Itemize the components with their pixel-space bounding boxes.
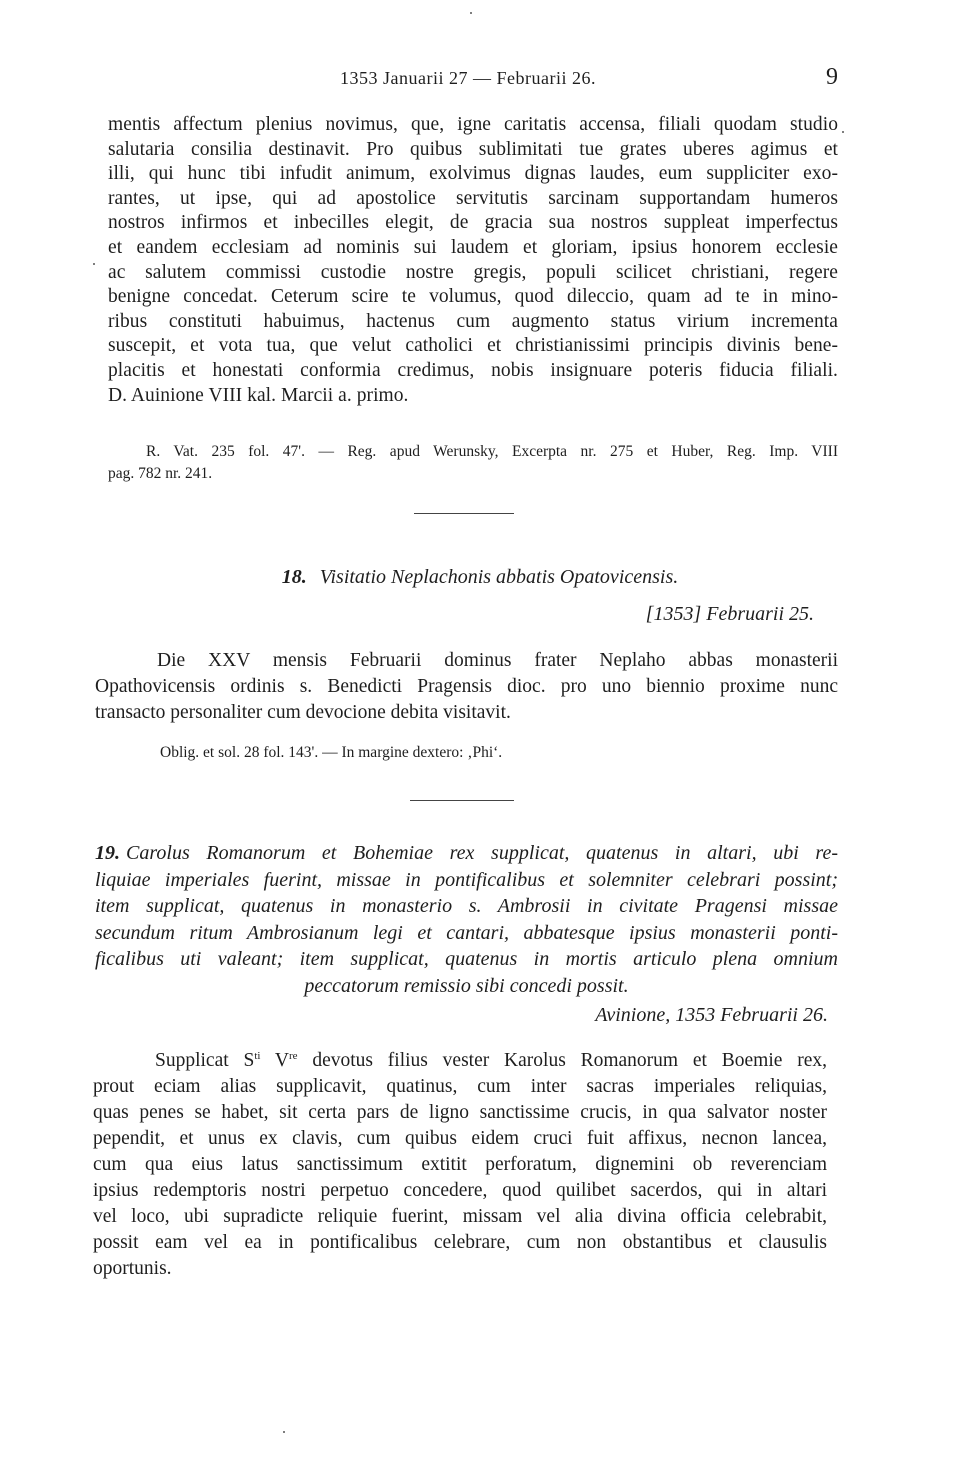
abstract-line: liquiae imperiales fuerint, missae in pontificalibus et solemniter celebrari possint; <box>95 868 838 891</box>
text-line: suscepit, et vota tua, que velut catholici et christianissimi principis divinis bene- <box>108 335 838 357</box>
text-line: placitis et honestati conformia credimus, nobis insignuare poteris fiducia filiali. <box>108 359 838 381</box>
source-line: R. Vat. 235 fol. 47'. — Reg. apud Werunsky, Excerpta nr. 275 et Huber, Reg. Imp. VIII <box>146 443 838 460</box>
document-number: 19. <box>95 842 120 864</box>
text-fragment: Supplicat S <box>155 1050 255 1071</box>
section-divider <box>410 800 514 801</box>
text-line: transacto personaliter cum devocione debita visitavit. <box>95 702 511 723</box>
abstract-line: item supplicat, quatenus in monasterio s. Ambrosii in civitate Pragensi missae <box>95 895 838 917</box>
text-line: prout eciam alias supplicavit, quatinus, cum inter sacras imperiales reliquias, <box>93 1076 827 1097</box>
text-line: et eandem ecclesiam ad nominis sui laudem et gloriam, ipsius honorem ecclesie <box>108 236 838 258</box>
document-18-heading <box>0 566 960 589</box>
document-number: 18. <box>281 566 307 588</box>
text-line: benigne concedat. Ceterum scire te volumus, quod dileccio, quam ad te in mino- <box>108 286 838 308</box>
section-divider <box>414 513 514 514</box>
text-line: Opathovicensis ordinis s. Benedicti Pragensis dioc. pro uno biennio proxime nunc <box>95 676 838 697</box>
abstract-line: secundum ritum Ambrosianum legi et cantari, abbatesque ipsius monasterii ponti- <box>95 921 838 944</box>
text-line: salutaria consilia destinavit. Pro quibus sublimitati tue grates uberes agimus et <box>108 138 838 160</box>
text-line: mentis affectum plenius novimus, que, igne caritatis accensa, filiali quodam studio <box>108 114 838 135</box>
document-18-source: Oblig. et sol. 28 fol. 143'. — In margine dextero: ‚Phi‘. <box>160 744 503 761</box>
text-fragment: V <box>260 1050 289 1071</box>
text-line: ribus constituti habuimus, hactenus cum augmento status virium incrementa <box>108 310 838 332</box>
text-line: D. Auinione VIII kal. Marcii a. primo. <box>108 384 409 406</box>
document-17-text <box>108 113 838 408</box>
abstract-text: Carolus Romanorum et Bohemiae rex supplicat, quatenus in altari, ubi re- <box>126 842 838 864</box>
running-head <box>0 64 960 94</box>
text-line: ac salutem commissi custodie nostre gregis, populi scilicet christiani, regere <box>108 261 838 283</box>
text-line: oportunis. <box>93 1258 172 1279</box>
text-line: quas penes se habet, sit certa pars de ligno sanctissime crucis, in qua salvator noster <box>93 1102 827 1123</box>
document-19-text <box>93 1048 827 1282</box>
page-number: 9 <box>826 64 838 90</box>
abstract-line <box>95 840 838 867</box>
text-line: rantes, ut ipse, qui ad apostolice servitutis sarcinam supportandam humeros <box>108 187 838 209</box>
text-line: pependit, et unus ex clavis, cum quibus eidem cruci fuit affixus, necnon lancea, <box>93 1128 827 1149</box>
running-head-title: 1353 Januarii 27 — Februarii 26. <box>340 68 596 88</box>
text-line: Die XXV mensis Februarii dominus frater Neplaho abbas monasterii <box>157 650 838 671</box>
superscript: re <box>288 1050 298 1062</box>
document-19-date: Avinione, 1353 Februarii 26. <box>595 1004 828 1026</box>
text-fragment: devotus filius vester Karolus Romanorum et Boemie rex, <box>297 1050 827 1071</box>
text-line: illi, qui hunc tibi infudit animum, exolvimus dignas laudes, eum suppliciter exo- <box>108 163 838 185</box>
text-line: nostros infirmos et inbecilles elegit, de gracia sua nostros suppleat imperfectus <box>108 212 838 234</box>
scan-speck <box>93 263 95 265</box>
text-line: cum qua eius latus sanctissimum extitit perforatum, dignemini ob reverenciam <box>93 1154 827 1175</box>
scan-speck <box>842 131 844 133</box>
document-title: Visitatio Neplachonis abbatis Opatovicensis. <box>319 566 679 588</box>
superscript: ti <box>254 1050 261 1062</box>
text-line: possit eam vel ea in pontificalibus celebrare, cum non obstantibus et clausulis <box>93 1232 827 1253</box>
scan-speck <box>283 1431 285 1433</box>
document-18-text <box>95 648 838 726</box>
abstract-line: peccatorum remissio sibi concedi possit. <box>304 974 629 997</box>
source-line: pag. 782 nr. 241. <box>108 465 213 482</box>
text-line <box>93 1048 827 1074</box>
abstract-line: ficalibus uti valeant; item supplicat, quatenus in mortis articulo plena omnium <box>95 948 838 970</box>
document-17-source <box>108 441 838 485</box>
scan-speck <box>470 12 472 14</box>
document-19-abstract <box>95 840 838 999</box>
text-line: ipsius redemptoris nostri perpetuo concedere, quod quilibet sacerdos, qui in altari <box>93 1180 827 1201</box>
document-18-date: [1353] Februarii 25. <box>645 603 814 625</box>
text-line: vel loco, ubi supradicte reliquie fuerint, missam vel alia divina officia celebrabit, <box>93 1206 827 1227</box>
